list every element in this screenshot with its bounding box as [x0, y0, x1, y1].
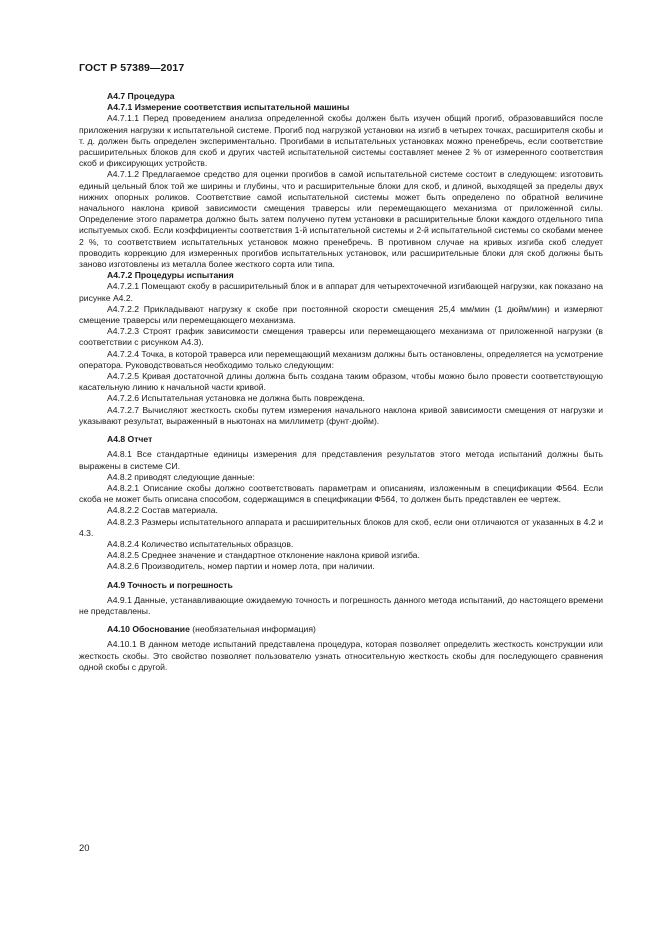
section-a49-title: А4.9 Точность и погрешность	[107, 579, 233, 590]
paragraph: А4.8.1 Все стандартные единицы измерения для представления результатов этого метода испытаний должны быть выражены в системе СИ.	[79, 449, 603, 471]
paragraph: А4.8.2.3 Размеры испытательного аппарата и расширительных блоков для скоб, если они отличаются от указанных в 4.2 и 4.3.	[79, 516, 603, 538]
document-code: ГОСТ Р 57389—2017	[79, 62, 185, 74]
paragraph: А4.8.2.1 Описание скобы должно соответствовать параметрам и описаниям, изложенным в спецификации Ф564. Если скоба не может быть описана способом, содержащимся в спецификации Ф564, то должен быть представлен ее чертеж.	[79, 482, 603, 505]
section-a410-title	[79, 624, 603, 635]
paragraph: А4.8.2.6 Производитель, номер партии и номер лота, при наличии.	[107, 561, 375, 572]
paragraph: А4.7.2.1 Помещают скобу в расширительный блок и в аппарат для четырехточечной изгибающей нагрузки, как показано на рисунке А4.2.	[79, 281, 603, 303]
paragraph: А4.8.2 приводят следующие данные:	[107, 471, 255, 482]
document-body	[79, 91, 603, 673]
paragraph: А4.7.1.2 Предлагаемое средство для оценки прогибов в самой испытательной системе состоит в следующем: изготовить единый цельный блок той же ширины и глубины, что и расширительные блоки для скоб, и длиной, выходящей за пределы двух нижних опорных роликов. Соответствие самой испытательной системы может быть определено по обратной величине начального наклона кривой зависимости смещения траверсы или перемещающего механизма от приложенной силы. Определение этого параметра должно быть затем получено путем установки в расширительные блоки каждого отдельного типа испытуемых скоб. Если коэффициенты соответствия 1-й испытательной системы и 2-й испытательной системы со скобами менее 2 %, то соответствием испытательных установок можно пренебречь. В противном случае на кривых изгиба скоб следует проводить коррекцию для измеренных прогибов испытательных установок, или расширительные блоки для скоб должны быть заново изготовлены из металла более жесткого сорта или типа.	[79, 169, 603, 270]
section-a472-title: А4.7.2 Процедуры испытания	[107, 270, 234, 281]
paragraph: А4.8.2.5 Среднее значение и стандартное отклонение наклона кривой изгиба.	[107, 550, 420, 561]
paragraph: А4.7.2.3 Строят график зависимости смещения траверсы или перемещающего механизма от приложенной нагрузки (в соответствии с рисунком А4.3).	[79, 326, 603, 348]
paragraph: А4.7.2.7 Вычисляют жесткость скобы путем измерения начального наклона кривой зависимости смещения от нагрузки и указывают результат, выраженный в ньютонах на миллиметр (фунт·дюйм).	[79, 404, 603, 426]
paragraph: А4.8.2.4 Количество испытательных образцов.	[107, 538, 294, 549]
section-a410-note: (необязательная информация)	[189, 624, 316, 635]
section-a48-title: А4.8 Отчет	[107, 434, 153, 445]
page-number: 20	[79, 843, 90, 854]
section-a410-title-text: А4.10 Обоснование	[107, 624, 190, 635]
paragraph: А4.7.2.6 Испытательная установка не должна быть повреждена.	[107, 393, 365, 404]
paragraph: А4.7.2.2 Прикладывают нагрузку к скобе при постоянной скорости смещения 25,4 мм/мин (1 дюйм/мин) и измеряют смещение траверсы или перемещающего механизма.	[79, 303, 603, 326]
section-a471-title: А4.7.1 Измерение соответствия испытательной машины	[107, 102, 350, 113]
paragraph: А4.7.2.5 Кривая достаточной длины должна быть создана таким образом, чтобы можно было провести соответствующую касательную линию к начальной части кривой.	[79, 371, 603, 393]
paragraph: А4.10.1 В данном методе испытаний представлена процедура, которая позволяет определить жесткость конструкции или жесткость скобы. Это свойство позволяет пользователю узнать относительную жесткость скобы для последующего сравнения одной скобы с другой.	[79, 639, 603, 672]
paragraph: А4.7.2.4 Точка, в которой траверса или перемещающий механизм должны быть остановлены, определяется на усмотрение оператора. Руководствоваться необходимо только следующим:	[79, 348, 603, 370]
paragraph: А4.9.1 Данные, устанавливающие ожидаемую точность и погрешность данного метода испытаний, до настоящего времени не представлены.	[79, 594, 603, 616]
paragraph: А4.8.2.2 Состав материала.	[107, 505, 218, 516]
paragraph: А4.7.1.1 Перед проведением анализа определенной скобы должен быть изучен общий прогиб, образовавшийся после приложения нагрузки к испытательной системе. Прогиб под нагрузкой установки на изгиб в четырех точках, расширителя скобы и т. д. должен быть определен экспериментально. Прогибами в испытательных установках можно пренебречь, если соответствие расширительных блоков для скоб и других частей испытательной системы составляет менее 2 % от измеренного соответствия скоб и фиксирующих устройств.	[79, 113, 603, 169]
section-a47-title: А4.7 Процедура	[107, 91, 175, 101]
